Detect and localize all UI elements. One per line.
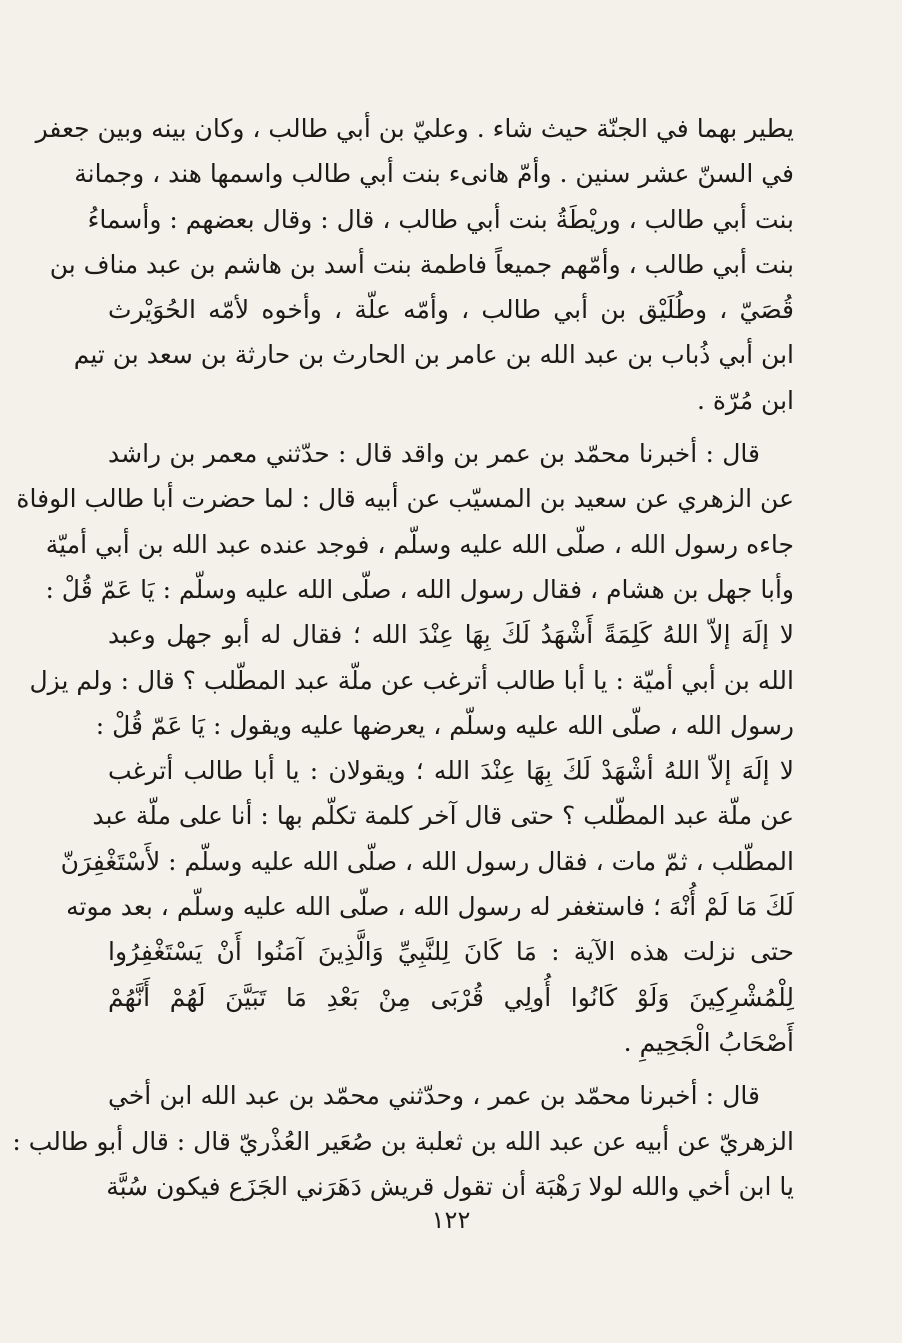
text-line: عن ملّة عبد المطّلب ؟ حتى قال آخر كلمة تكلّم بها : أنا على ملّة عبد	[92, 801, 794, 831]
paragraph-2	[16, 431, 794, 1065]
text-line: لا إلَهَ إلاّ اللهُ كَلِمَةً أَشْهَدُ لَكَ بِهَا عِنْدَ الله ؛ فقال له أبو جهل وعبد	[108, 620, 794, 650]
text-line: قال : أخبرنا محمّد بن عمر بن واقد قال : حدّثني معمر بن راشد	[108, 439, 760, 469]
text-line: بنت أبي طالب ، وأمّهم جميعاً فاطمة بنت أسد بن هاشم بن عبد مناف بن	[49, 249, 794, 279]
body-text	[12, 106, 794, 1209]
text-line: يطير بهما في الجنّة حيث شاء . وعليّ بن أبي طالب ، وكان بينه وبين جعفر	[35, 114, 794, 143]
text-line: في السنّ عشر سنين . وأمّ هانىء بنت أبي طالب واسمها هند ، وجمانة	[74, 159, 794, 189]
text-line: الله بن أبي أميّة : يا أبا طالب أترغب عن ملّة عبد المطّلب ؟ قال : ولم يزل	[29, 665, 794, 695]
text-line: ابن أبي ذُباب بن عبد الله بن عامر بن الحارث بن حارثة بن سعد بن تيم	[73, 340, 794, 370]
text-line: يا ابن أخي والله لولا رَهْبَة أن تقول قريش دَهَرَني الجَزَع فيكون سُبَّة	[106, 1171, 794, 1201]
text-line: لَكَ مَا لَمْ أُنْهَ ؛ فاستغفر له رسول الله ، صلّى الله عليه وسلّم ، بعد موته	[66, 892, 794, 922]
text-line: لِلْمُشْرِكِينَ وَلَوْ كَانُوا أُولِي قُرْبَى مِنْ بَعْدِ مَا تَبَيَّنَ لَهُمْ أَنَّهُمْ	[108, 982, 794, 1012]
text-line: وأبا جهل بن هشام ، فقال رسول الله ، صلّى الله عليه وسلّم : يَا عَمّ قُلْ :	[45, 574, 794, 604]
text-line: جاءه رسول الله ، صلّى الله عليه وسلّم ، فوجد عنده عبد الله بن أبي أميّة	[45, 529, 794, 559]
text-line: لا إلَهَ إلاّ اللهُ أشْهَدْ لَكَ بِهَا عِنْدَ الله ؛ ويقولان : يا أبا طالب أترغب	[108, 756, 794, 786]
text-line: المطّلب ، ثمّ مات ، فقال رسول الله ، صلّى الله عليه وسلّم : لأَسْتَغْفِرَنّ	[60, 846, 794, 876]
page-number: ١٢٢	[431, 1206, 471, 1234]
text-line: حتى نزلت هذه الآية : مَا كَانَ لِلنَّبِيِّ وَالَّذِينَ آمَنُوا أَنْ يَسْتَغْفِرُوا	[108, 937, 794, 967]
text-line: قال : أخبرنا محمّد بن عمر ، وحدّثني محمّد بن عبد الله ابن أخي	[108, 1081, 760, 1111]
text-line: الزهريّ عن أبيه عن عبد الله بن ثعلبة بن صُعَير العُذْريّ قال : قال أبو طالب :	[12, 1126, 794, 1156]
text-line: عن الزهري عن سعيد بن المسيّب عن أبيه قال : لما حضرت أبا طالب الوفاة	[16, 484, 794, 514]
text-line: رسول الله ، صلّى الله عليه وسلّم ، يعرضها عليه ويقول : يَا عَمّ قُلْ :	[95, 710, 794, 740]
text-line: أَصْحَابُ الْجَحِيمِ .	[623, 1027, 794, 1057]
text-line: ابن مُرّة .	[696, 385, 794, 415]
text-line: قُصَيّ ، وطُلَيْق بن أبي طالب ، وأمّه علّة ، وأخوه لأمّه الحُوَيْرث	[108, 295, 794, 325]
paragraph-1	[35, 106, 794, 423]
text-line: بنت أبي طالب ، وريْطَةُ بنت أبي طالب ، قال : وقال بعضهم : وأسماءُ	[87, 204, 794, 234]
paragraph-3	[12, 1073, 794, 1209]
